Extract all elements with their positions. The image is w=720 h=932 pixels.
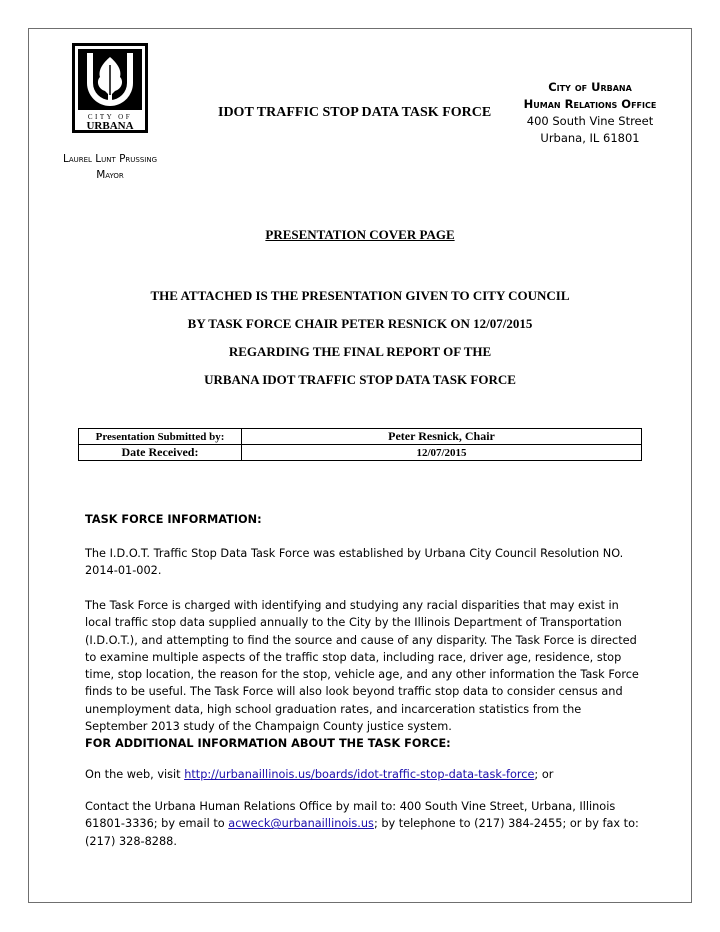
table-row <box>79 429 642 445</box>
web-prefix: On the web, visit <box>85 768 185 781</box>
cover-line: THE ATTACHED IS THE PRESENTATION GIVEN TO CITY COUNCIL <box>150 288 570 303</box>
email-link[interactable]: acweck@urbanaillinois.us <box>228 817 374 831</box>
submission-table <box>78 428 642 461</box>
table-row <box>79 445 642 461</box>
info-paragraph-1: The I.D.O.T. Traffic Stop Data Task Force was established by Urbana City Council Resolution NO. 2014-01-002. <box>85 547 624 578</box>
cover-line: URBANA IDOT TRAFFIC STOP DATA TASK FORCE <box>204 372 516 387</box>
logo-line1: CITY OF <box>87 113 133 121</box>
mayor-name: Laurel Lunt Prussing <box>62 153 158 165</box>
contact-suffix: ; by telephone to (217) 384-2455; or by fax to: (217) 328-8288. <box>85 817 639 848</box>
mayor-title: Mayor <box>96 169 124 181</box>
task-force-title: IDOT TRAFFIC STOP DATA TASK FORCE <box>218 105 492 120</box>
date-received-value: 12/07/2015 <box>242 445 642 461</box>
task-force-info-heading: TASK FORCE INFORMATION: <box>85 513 262 526</box>
submitted-by-label: Presentation Submitted by: <box>79 429 242 445</box>
submitted-by-value: Peter Resnick, Chair <box>242 429 642 445</box>
task-force-web-link[interactable]: http://urbanaillinois.us/boards/idot-traffic-stop-data-task-force <box>184 768 535 781</box>
additional-info-heading: FOR ADDITIONAL INFORMATION ABOUT THE TASK FORCE: <box>85 737 451 750</box>
info-paragraph-2: The Task Force is charged with identifying and studying any racial disparities that may exist in local traffic stop data supplied annually to the City by the Illinois Department of Transportation (I.D.O.T.), and attempting to find the source and cause of any disparity. The Task Force is directed to examine multiple aspects of the traffic stop data, including race, driver age, residence, stop time, stop location, the reason for the stop, vehicle age, and any other information the Task Force finds to be useful. The Task Force will also look beyond traffic stop data to consider census and unemployment data, high school graduation rates, and incarceration statistics from the September 2013 study of the Champaign County justice system. <box>85 599 639 734</box>
cover-line: BY TASK FORCE CHAIR PETER RESNICK ON 12/07/2015 <box>187 316 533 331</box>
contact-paragraph <box>85 798 645 850</box>
cover-line: REGARDING THE FINAL REPORT OF THE <box>228 344 492 359</box>
office-city-state-zip: Urbana, IL 61801 <box>540 131 640 145</box>
web-suffix: ; or <box>534 768 554 781</box>
mayor-block <box>48 151 172 183</box>
office-street: 400 South Vine Street <box>526 114 654 128</box>
date-received-label: Date Received: <box>79 445 242 461</box>
office-address <box>490 79 690 147</box>
logo-line2: URBANA <box>86 120 134 132</box>
contact-prefix: Contact the Urbana Human Relations Office by mail to: 400 South Vine Street, Urbana, Illinois 61801-3336; by email to <box>85 800 616 831</box>
office-dept: Human Relations Office <box>523 97 657 111</box>
city-of-urbana-logo <box>72 43 148 133</box>
web-line <box>85 766 645 783</box>
office-city: City of Urbana <box>548 80 632 94</box>
cover-title: PRESENTATION COVER PAGE <box>265 227 455 242</box>
